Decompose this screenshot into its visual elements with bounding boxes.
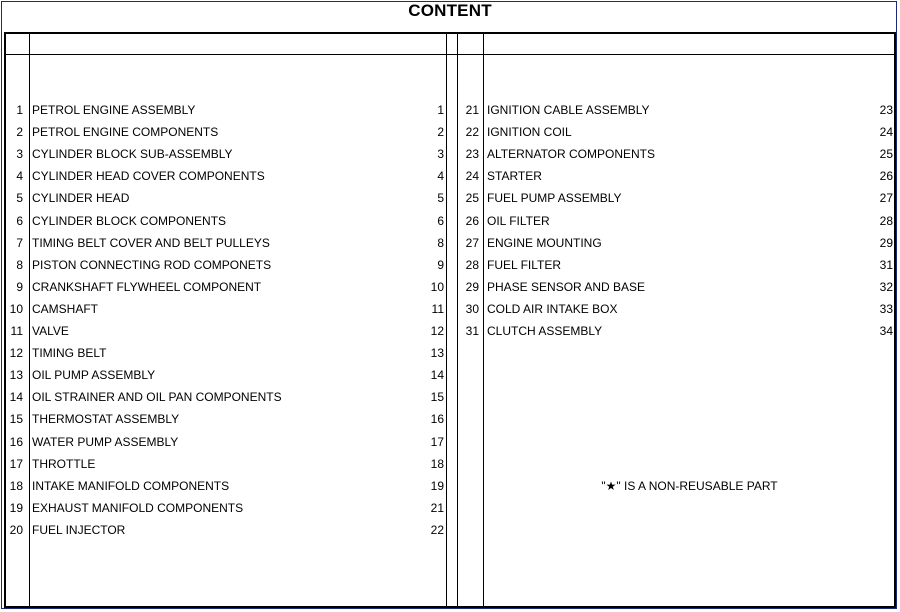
toc-row bbox=[0, 298, 900, 320]
toc-row-number: 7 bbox=[16, 235, 23, 250]
toc-row-page: 2 bbox=[437, 125, 444, 140]
toc-row-number: 13 bbox=[9, 368, 23, 383]
toc-row-page: 10 bbox=[430, 279, 444, 294]
toc-row-title: FUEL PUMP ASSEMBLY bbox=[487, 191, 622, 206]
toc-row bbox=[0, 232, 900, 254]
toc-row-page: 11 bbox=[431, 301, 444, 316]
toc-row-number: 5 bbox=[16, 191, 23, 206]
toc-row bbox=[0, 408, 900, 430]
toc-row-number: 29 bbox=[465, 279, 479, 294]
toc-row bbox=[0, 453, 900, 475]
toc-row-page: 26 bbox=[879, 169, 893, 184]
toc-row-number: 12 bbox=[9, 346, 23, 361]
toc-row-title: CYLINDER HEAD COVER COMPONENTS bbox=[32, 169, 265, 184]
toc-row-title: CLUTCH ASSEMBLY bbox=[487, 324, 603, 338]
toc-row-title: INTAKE MANIFOLD COMPONENTS bbox=[32, 478, 230, 493]
toc-row-page: 13 bbox=[430, 346, 444, 361]
toc-row bbox=[0, 519, 900, 541]
toc-row-title: PETROL ENGINE COMPONENTS bbox=[32, 125, 219, 140]
toc-row bbox=[0, 165, 900, 187]
toc-row-number: 26 bbox=[465, 213, 479, 228]
toc-row-page: 17 bbox=[430, 434, 444, 449]
toc-row-page: 34 bbox=[879, 324, 893, 338]
toc-row-title: VALVE bbox=[32, 324, 69, 338]
toc-row-number: 22 bbox=[465, 125, 479, 140]
non-reusable-note: "★" IS A NON-REUSABLE PART bbox=[601, 479, 778, 493]
toc-row-number: 19 bbox=[9, 500, 23, 515]
toc-row-page: 6 bbox=[437, 213, 444, 228]
toc-row-number: 4 bbox=[16, 169, 23, 184]
toc-row-page: 22 bbox=[430, 522, 444, 537]
toc-row-number: 3 bbox=[16, 147, 23, 162]
toc-row-title: EXHAUST MANIFOLD COMPONENTS bbox=[32, 500, 244, 515]
toc-row-page: 19 bbox=[430, 478, 444, 493]
toc-row-title: THROTTLE bbox=[32, 456, 96, 471]
toc-row-title: OIL STRAINER AND OIL PAN COMPONENTS bbox=[32, 390, 282, 405]
toc-row-number: 10 bbox=[9, 301, 23, 316]
toc-row-page: 33 bbox=[879, 301, 893, 316]
toc-row-page: 14 bbox=[430, 368, 444, 383]
toc-row-title: PETROL ENGINE ASSEMBLY bbox=[32, 103, 196, 117]
toc-row-page: 9 bbox=[437, 257, 444, 272]
toc-row-title: FUEL INJECTOR bbox=[32, 522, 126, 537]
toc-row bbox=[0, 497, 900, 519]
toc-row-number: 23 bbox=[465, 147, 479, 162]
toc-row-page: 5 bbox=[437, 191, 444, 206]
toc-row-page: 15 bbox=[430, 390, 444, 405]
toc-row-page: 24 bbox=[879, 125, 893, 140]
toc-row-number: 11 bbox=[10, 324, 23, 338]
toc-row-title: ENGINE MOUNTING bbox=[487, 235, 602, 250]
toc-row bbox=[0, 143, 900, 165]
toc-row-number: 1 bbox=[16, 103, 23, 117]
toc-row bbox=[0, 342, 900, 364]
toc-row-number: 15 bbox=[9, 412, 23, 427]
toc-row-page: 21 bbox=[430, 500, 444, 515]
toc-row-number: 28 bbox=[465, 257, 479, 272]
toc-row bbox=[0, 364, 900, 386]
toc-row-title: COLD AIR INTAKE BOX bbox=[487, 301, 618, 316]
toc-row-title: WATER PUMP ASSEMBLY bbox=[32, 434, 179, 449]
toc-row-title: ALTERNATOR COMPONENTS bbox=[487, 147, 656, 162]
toc-row-page: 25 bbox=[879, 147, 893, 162]
toc-row-page: 8 bbox=[437, 235, 444, 250]
toc-row-page: 31 bbox=[879, 257, 893, 272]
toc-row-number: 14 bbox=[9, 390, 23, 405]
toc-row-title: OIL PUMP ASSEMBLY bbox=[32, 368, 156, 383]
header-divider bbox=[4, 54, 896, 55]
toc-row-title: IGNITION CABLE ASSEMBLY bbox=[487, 103, 650, 117]
toc-row-title: TIMING BELT COVER AND BELT PULLEYS bbox=[32, 235, 270, 250]
toc-row-number: 6 bbox=[16, 213, 23, 228]
toc-row-number: 21 bbox=[465, 103, 479, 117]
toc-row-page: 29 bbox=[879, 235, 893, 250]
toc-row-number: 17 bbox=[9, 456, 23, 471]
toc-row bbox=[0, 276, 900, 298]
toc-row-title: FUEL FILTER bbox=[487, 257, 562, 272]
toc-row-number: 16 bbox=[9, 434, 23, 449]
toc-row-number: 18 bbox=[9, 478, 23, 493]
toc-row-number: 2 bbox=[16, 125, 23, 140]
toc-row-title: CAMSHAFT bbox=[32, 301, 98, 316]
toc-row-page: 32 bbox=[879, 279, 893, 294]
toc-row-page: 1 bbox=[437, 103, 444, 117]
toc-row-page: 3 bbox=[437, 147, 444, 162]
toc-row-page: 18 bbox=[430, 456, 444, 471]
toc-row-title: IGNITION COIL bbox=[487, 125, 572, 140]
toc-row-number: 25 bbox=[465, 191, 479, 206]
toc-row bbox=[0, 210, 900, 232]
toc-row bbox=[0, 99, 900, 121]
toc-row-title: TIMING BELT bbox=[32, 346, 107, 361]
toc-row-number: 9 bbox=[16, 279, 23, 294]
toc-row-title: THERMOSTAT ASSEMBLY bbox=[32, 412, 180, 427]
toc-row-page: 4 bbox=[437, 169, 444, 184]
toc-row-number: 31 bbox=[465, 324, 479, 338]
toc-row-title: CYLINDER HEAD bbox=[32, 191, 130, 206]
toc-row-title: CYLINDER BLOCK COMPONENTS bbox=[32, 213, 227, 228]
toc-row bbox=[0, 320, 900, 342]
toc-row-number: 24 bbox=[465, 169, 479, 184]
toc-row-title: CRANKSHAFT FLYWHEEL COMPONENT bbox=[32, 279, 262, 294]
toc-row-title: PISTON CONNECTING ROD COMPONETS bbox=[32, 257, 272, 272]
toc-row-title: OIL FILTER bbox=[487, 213, 550, 228]
page-title: CONTENT bbox=[408, 1, 492, 20]
toc-row-page: 12 bbox=[430, 324, 444, 338]
toc-row-page: 28 bbox=[879, 213, 893, 228]
toc-row bbox=[0, 121, 900, 143]
toc-row-title: PHASE SENSOR AND BASE bbox=[487, 279, 646, 294]
toc-row-number: 20 bbox=[9, 522, 23, 537]
toc-row-number: 8 bbox=[16, 257, 23, 272]
toc-row-number: 27 bbox=[465, 235, 479, 250]
toc-row-page: 27 bbox=[879, 191, 893, 206]
toc-row-number: 30 bbox=[465, 301, 479, 316]
toc-row bbox=[0, 386, 900, 408]
toc-row-page: 16 bbox=[430, 412, 444, 427]
toc-row bbox=[0, 431, 900, 453]
toc-row-title: CYLINDER BLOCK SUB-ASSEMBLY bbox=[32, 147, 233, 162]
toc-row bbox=[0, 254, 900, 276]
toc-row bbox=[0, 187, 900, 209]
toc-row-page: 23 bbox=[879, 103, 893, 117]
toc-row-title: STARTER bbox=[487, 169, 542, 184]
